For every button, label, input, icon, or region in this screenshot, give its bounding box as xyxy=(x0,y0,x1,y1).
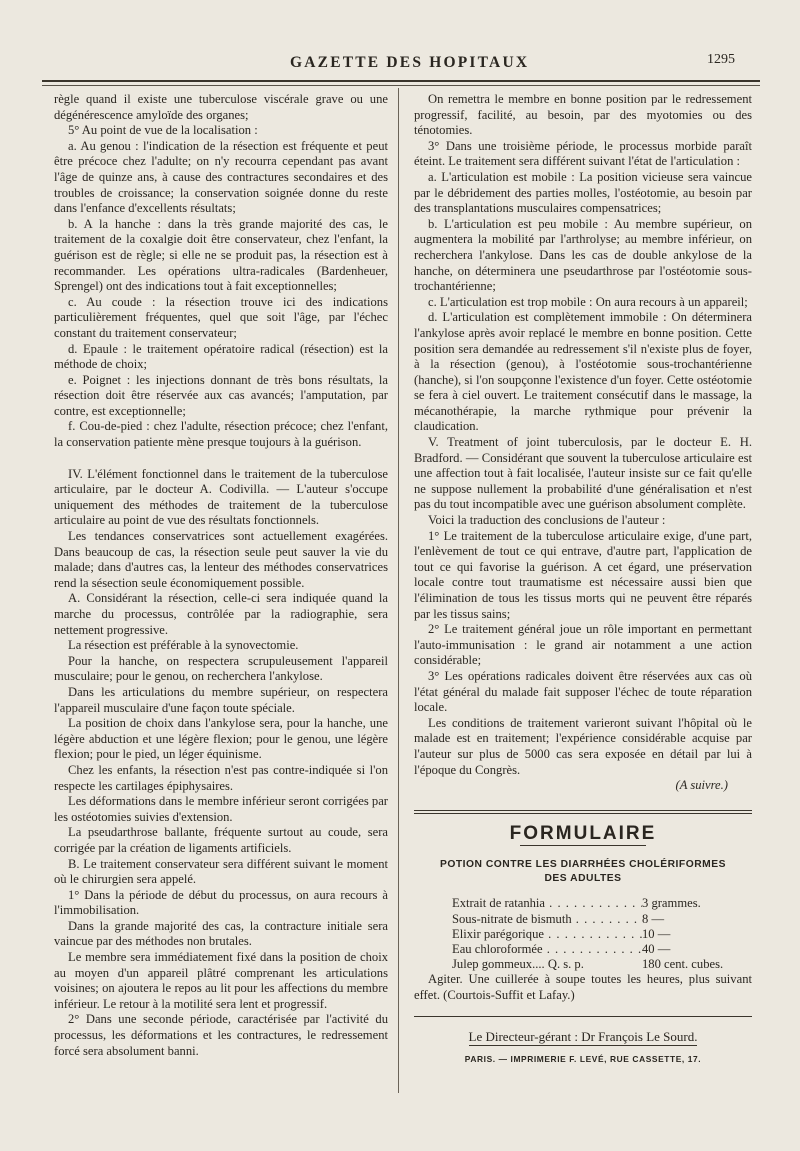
paragraph: Dans la grande majorité des cas, la contracture initiale sera vaincue par des méthodes non brutales. xyxy=(54,918,388,949)
ingredient-name: Eau chloroformée . . . xyxy=(452,942,642,957)
header-rule-thin xyxy=(42,85,760,86)
paragraph: Le membre sera immédiatement fixé dans la position de choix au moyen d'un appareil plâtré comprenant les articulations voisines; on ajoutera le repos au lit pour les affections du membre inférieur. Le retour à la motilité sera lent et progressif. xyxy=(54,950,388,1011)
ingredient-name: Elixir parégorique . . . xyxy=(452,927,642,942)
section-heading-v: V. Treatment of joint tuberculosis, par le docteur E. H. Bradford. — Considérant que souvent la tuberculose articulaire est une affection tout à fait localisée, l'auteur insiste sur ce fait qu'elle ne suppose nullement la probabilité d'une généralisation et n'est pas du tout incompatible avec une guérison absolument complète. xyxy=(414,435,752,512)
paragraph: c. Au coude : la résection trouve ici des indications particulièrement fréquentes, quel que soit l'âge, par l'échec constant du traitement conservateur; xyxy=(54,294,388,340)
paragraph: 5° Au point de vue de la localisation : xyxy=(68,123,258,138)
ingredient-qty: 8 — xyxy=(642,911,665,926)
page-number: 1295 xyxy=(707,52,735,67)
column-divider xyxy=(398,88,399,1093)
to-be-continued: (A suivre.) xyxy=(675,778,728,793)
director-name: Le Directeur-gérant : Dr François Le Sourd. xyxy=(468,1028,698,1044)
formulaire-section xyxy=(414,810,752,1068)
paragraph: Les tendances conservatrices sont actuellement exagérées. Dans beaucoup de cas, la résection seule peut sauver la vie du malade; dans d'autres cas, la lenteur des méthodes conservatrices rend la sésection seule économiquement possible. xyxy=(54,529,388,590)
formulaire-title: FORMULAIRE xyxy=(509,822,657,844)
ingredient-name: Julep gommeux.... Q. s. p. xyxy=(452,957,584,972)
paragraph: Les conditions de traitement varieront suivant l'hôpital où le malade est en traitement; l'expérience considérable acquise par l'auteur sur plus de 5000 cas sera exposée en détail par lui à l'époque du Congrès. xyxy=(414,715,752,777)
paragraph: d. Epaule : le traitement opératoire radical (résection) est la méthode de choix; xyxy=(54,341,388,372)
formulaire-rule-thin xyxy=(414,813,752,814)
footer-rule xyxy=(414,1016,752,1017)
paragraph: règle quand il existe une tuberculose viscérale grave ou une dégénérescence amyloïde des organes; xyxy=(54,92,388,122)
right-column xyxy=(414,92,752,1068)
paragraph: c. L'articulation est trop mobile : On aura recours à un appareil; xyxy=(428,294,748,309)
left-column xyxy=(54,92,388,1059)
paragraph: La pseudarthrose ballante, fréquente surtout au coude, sera corrigée par la création de ligaments artificiels. xyxy=(54,825,388,855)
ingredient-qty: 40 — xyxy=(642,941,671,956)
paragraph: f. Cou-de-pied : chez l'adulte, résection précoce; chez l'enfant, la conservation patiente mène presque toujours à la guérison. xyxy=(54,419,388,450)
ingredient-row xyxy=(452,912,742,927)
paragraph: b. L'articulation est peu mobile : Au membre supérieur, on augmentera la mobilité par l'arthrolyse; au membre inférieur, on recherchera l'ankylose. Dans les cas de double ankylose de la hanche, on déterminera une pseudarthrose par l'ostéotomie sous-trochantérienne; xyxy=(414,216,752,294)
ingredient-name: Extrait de ratanhia . . . xyxy=(452,896,642,911)
paragraph: 1° Le traitement de la tuberculose articulaire exige, d'une part, l'enlèvement de tout ce qui entrave, d'autre part, l'application de tout ce qui favorise la guérison. A cet égard, une préservation locale contre tout traumatisme est nécessaire aussi bien que l'élimination de tous les tissus morts qui ne peuvent être réparés par les tissus sains; xyxy=(414,528,752,621)
paragraph: Dans les articulations du membre supérieur, on respectera l'appareil musculaire d'une façon toute spéciale. xyxy=(54,684,388,715)
section-heading-iv: IV. L'élément fonctionnel dans le traitement de la tuberculose articulaire, par le docteur A. Codivilla. — L'auteur s'occupe uniquement des méthodes de traitement de la tuberculose articulaire au point de vue des résultats fonctionnels. xyxy=(54,466,388,528)
ingredient-qty: 3 grammes. xyxy=(642,896,701,911)
page-header xyxy=(0,52,800,76)
paragraph: Les déformations dans le membre inférieur seront corrigées par les ostéotomies suivies d'extension. xyxy=(54,794,388,824)
paragraph: Voici la traduction des conclusions de l'auteur : xyxy=(428,513,666,528)
paragraph: a. Au genou : l'indication de la résection est fréquente et peut être précoce chez l'adulte; on n'y recourra cependant pas avant l'âge de quinze ans, à cause des contractures secondaires et des troubles de croissance; la conservation soignée donne du reste dans l'enfance d'excellents résultats; xyxy=(54,138,388,216)
paragraph: 2° Dans une seconde période, caractérisée par l'activité du processus, les déformations et les contractures, le redressement forcé sera absolument banni. xyxy=(54,1012,388,1058)
paragraph: Chez les enfants, la résection n'est pas contre-indiquée si l'on respecte les cartilages épiphysaires. xyxy=(54,762,388,793)
header-rule xyxy=(42,80,760,82)
printer-imprint: PARIS. — IMPRIMERIE F. LEVÉ, RUE CASSETTE, 17. xyxy=(464,1054,702,1065)
ingredient-row xyxy=(452,942,742,957)
journal-title: GAZETTE DES HOPITAUX xyxy=(290,54,530,71)
paragraph: A. Considérant la résection, celle-ci sera indiquée quand la marche du processus, contrôlée par la radiographie, sera nettement progressive. xyxy=(54,591,388,637)
ingredient-row xyxy=(452,896,742,911)
paragraph: La résection est préférable à la synovectomie. xyxy=(68,638,299,653)
ingredient-row xyxy=(452,927,742,942)
formulaire-title-underline xyxy=(520,845,646,846)
formulaire-rule xyxy=(414,810,752,811)
potion-subtitle: DES ADULTES xyxy=(544,873,622,885)
paragraph: a. L'articulation est mobile : La position vicieuse sera vaincue par le débridement des parties molles, l'ostéotomie, au besoin par des transplantations musculaires compensatrices; xyxy=(414,169,752,216)
paragraph: 2° Le traitement général joue un rôle important en permettant l'auto-immunisation : le grand air notamment a une action considérable; xyxy=(414,622,752,668)
paragraph: 3° Dans une troisième période, le processus morbide paraît éteint. Le traitement sera différent suivant l'état de l'articulation : xyxy=(414,138,752,169)
potion-title: POTION CONTRE LES DIARRHÉES CHOLÉRIFORMES xyxy=(440,859,726,871)
paragraph: B. Le traitement conservateur sera différent suivant le moment où le chirurgien sera appelé. xyxy=(54,856,388,887)
ingredient-row xyxy=(452,957,742,972)
paragraph: 1° Dans la période de début du processus, on aura recours à l'immobilisation. xyxy=(54,887,388,918)
paragraph: 3° Les opérations radicales doivent être réservées aux cas où l'état général du malade fait supposer l'échec de toute réparation locale. xyxy=(414,668,752,715)
ingredient-name: Sous-nitrate de bismuth . . . xyxy=(452,912,642,927)
director-line xyxy=(414,1029,752,1045)
paragraph: La position de choix dans l'ankylose sera, pour la hanche, une légère abduction et une légère flexion; pour le genou, une légère flexion; pour le pied, un léger équinisme. xyxy=(54,716,388,762)
paragraph: d. L'articulation est complètement immobile : On déterminera l'ankylose après avoir replacé le membre en bonne position. Cette position sera demandée au redressement s'il n'existe plus de foyer, à la résection (genou), à l'ostéotomie sous-trochantérienne (hanche), si l'on soupçonne l'existence d'un foyer. Cette ostéotomie se fera à ciel ouvert. Le traitement consécutif dans le massage, la mécanothérapie, la marche rythmique pour prévenir la claudication. xyxy=(414,310,752,434)
paragraph: b. A la hanche : dans la très grande majorité des cas, le traitement de la coxalgie doit être conservateur, chez l'enfant, la guérison est de règle; si elle ne se produit pas, la résection est à recommander. Les opérations ultra-radicales (Bardenheuer, Sprengel) ont des indications tout à fait exceptionnelles; xyxy=(54,216,388,294)
paragraph: e. Poignet : les injections donnant de très bons résultats, la résection doit être réservée aux cas avancés; l'amputation, par contre, est exceptionnelle; xyxy=(54,372,388,418)
paragraph: Pour la hanche, on respectera scrupuleusement l'appareil musculaire; pour le genou, on recherchera l'ankylose. xyxy=(54,653,388,684)
ingredient-qty: 10 — xyxy=(642,926,671,941)
ingredient-qty: 180 cent. cubes. xyxy=(642,957,724,972)
paragraph: On remettra le membre en bonne position par le redressement progressif, facilité, au besoin, par des myotomies ou des ténotomies. xyxy=(414,92,752,138)
ingredient-list xyxy=(452,896,742,972)
dosage-instructions: Agiter. Une cuillerée à soupe toutes les heures, plus suivant effet. (Courtois-Suffit et Lafay.) xyxy=(414,972,752,1002)
